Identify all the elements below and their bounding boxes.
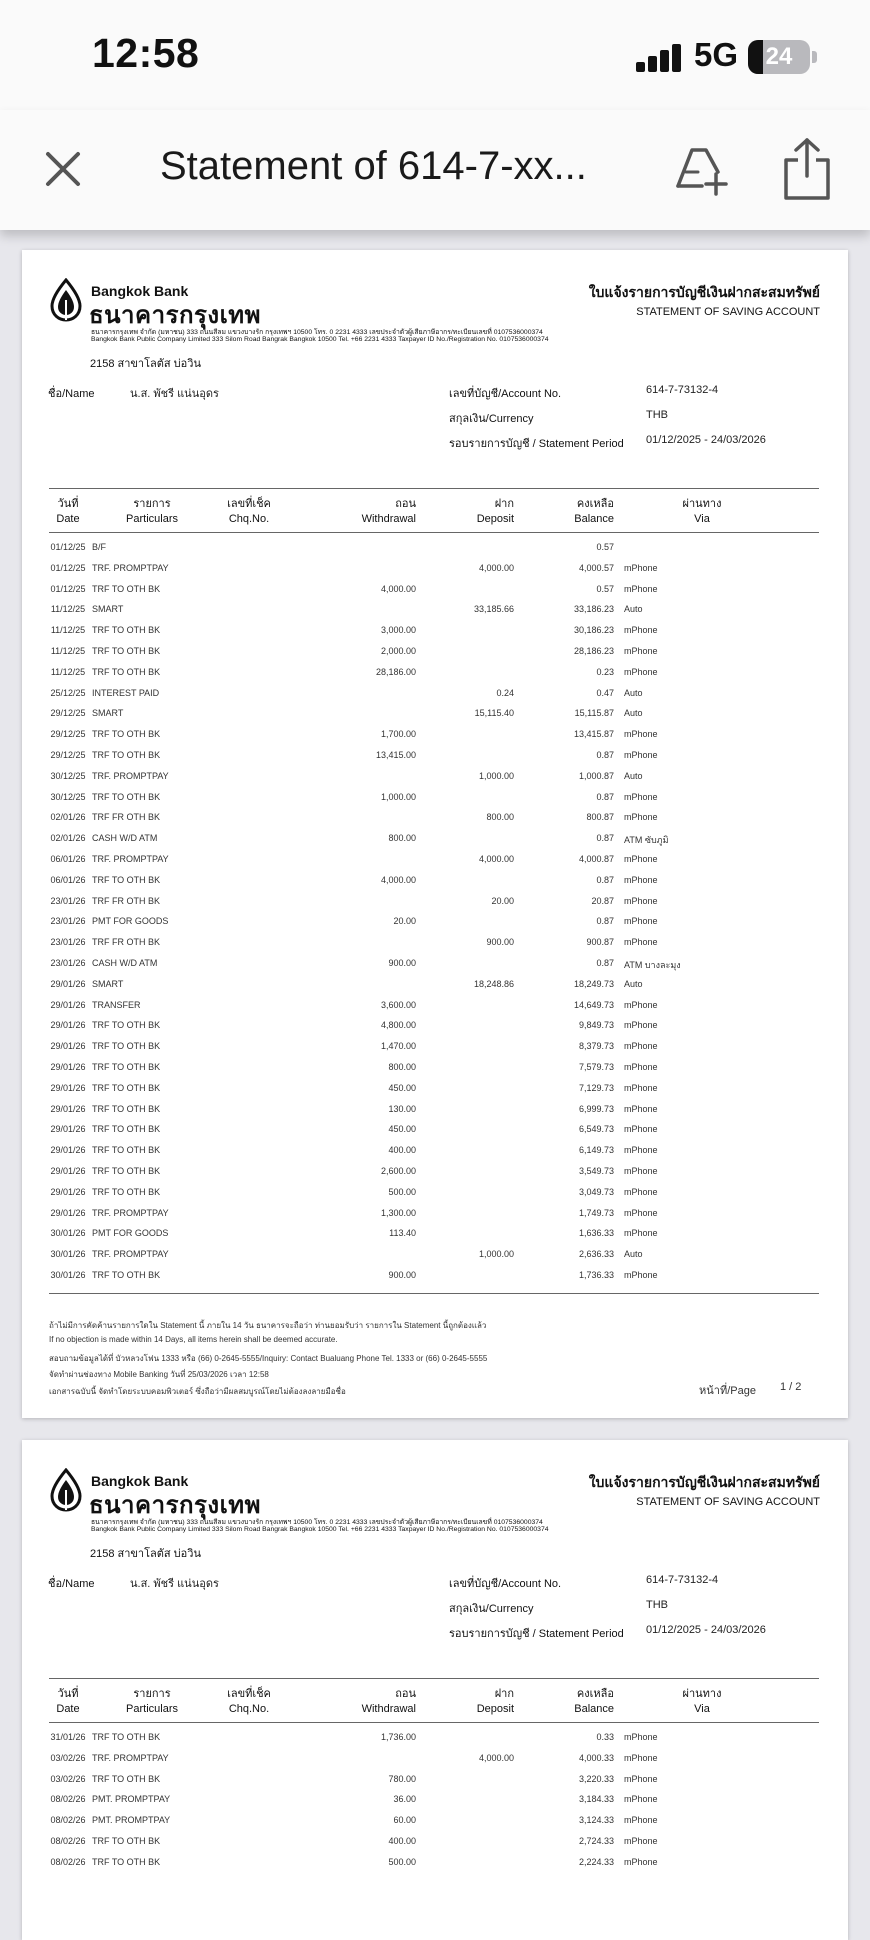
status-bar bbox=[0, 0, 870, 110]
row-date: 29/12/25 bbox=[50, 750, 86, 760]
row-via: mPhone bbox=[624, 729, 658, 740]
row-balance: 3,549.73 bbox=[578, 1166, 614, 1176]
battery-icon bbox=[748, 40, 810, 74]
row-deposit: 900.00 bbox=[486, 937, 514, 948]
name-label: ชื่อ/Name bbox=[48, 1578, 95, 1590]
row-via: mPhone bbox=[624, 646, 658, 656]
row-via: Auto bbox=[624, 708, 643, 719]
row-balance: 0.57 bbox=[596, 583, 614, 594]
column-header-en: Date bbox=[56, 1703, 80, 1715]
row-deposit: 4,000.00 bbox=[478, 1752, 514, 1763]
column-header-en: Date bbox=[56, 513, 80, 525]
table-header-rule bbox=[49, 1722, 819, 1723]
row-particulars: SMART bbox=[92, 604, 124, 615]
row-particulars: TRF FR OTH BK bbox=[92, 937, 160, 948]
row-date: 23/01/26 bbox=[50, 895, 86, 906]
row-via: ATM บางละมุง bbox=[624, 960, 681, 970]
row-withdrawal: 1,736.00 bbox=[380, 1732, 416, 1742]
row-deposit: 15,115.40 bbox=[474, 708, 514, 719]
row-balance: 3,124.33 bbox=[578, 1815, 614, 1826]
row-via: mPhone bbox=[624, 1856, 658, 1867]
row-date: 02/01/26 bbox=[50, 833, 86, 844]
row-date: 29/01/26 bbox=[50, 1082, 86, 1093]
row-withdrawal: 900.00 bbox=[388, 1270, 416, 1280]
footer-note: สอบถามข้อมูลได้ที่ บัวหลวงโฟน 1333 หรือ (66) 0-2645-5555/Inquiry: Contact Bualuang Phone Tel. 1333 or (66) 0-2645-5555 bbox=[49, 1353, 488, 1363]
statement-period: 01/12/2025 - 24/03/2026 bbox=[646, 1624, 766, 1636]
page-number-label: หน้าที่/Page bbox=[699, 1384, 756, 1397]
row-date: 11/12/25 bbox=[50, 646, 86, 656]
row-particulars: PMT FOR GOODS bbox=[92, 916, 169, 927]
row-particulars: TRF TO OTH BK bbox=[92, 1103, 161, 1114]
account-number-label: เลขที่บัญชี/Account No. bbox=[449, 388, 562, 400]
row-particulars: TRF FR OTH BK bbox=[92, 812, 160, 823]
column-header-en: Balance bbox=[574, 513, 614, 525]
footer-note: ถ้าไม่มีการคัดค้านรายการใดใน Statement นี้ ภายใน 14 วัน ธนาคารจะถือว่า ท่านยอมรับว่า รายการใน Statement นี้ถูกต้องแล้ว bbox=[49, 1320, 487, 1330]
row-balance: 3,220.33 bbox=[578, 1773, 614, 1784]
statement-title-en: STATEMENT OF SAVING ACCOUNT bbox=[636, 306, 820, 318]
row-balance: 800.87 bbox=[586, 812, 614, 823]
row-balance: 8,379.73 bbox=[578, 1041, 614, 1052]
row-balance: 20.87 bbox=[591, 895, 614, 906]
viewer-toolbar bbox=[0, 110, 870, 230]
row-deposit: 1,000.00 bbox=[478, 770, 514, 781]
footer-note: จัดทำผ่านช่องทาง Mobile Banking วันที่ 25/03/2026 เวลา 12:58 bbox=[49, 1370, 269, 1380]
row-deposit: 1,000.00 bbox=[478, 1249, 514, 1260]
column-header-en: Chq.No. bbox=[228, 1703, 270, 1715]
page-number: 1 / 2 bbox=[780, 1380, 802, 1393]
row-date: 30/01/26 bbox=[50, 1270, 86, 1280]
column-header-en: Via bbox=[694, 1703, 710, 1715]
row-particulars: PMT. PROMPTPAY bbox=[92, 1794, 171, 1805]
bangkok-bank-logo-icon bbox=[48, 1468, 84, 1512]
row-withdrawal: 1,470.00 bbox=[380, 1041, 416, 1052]
row-withdrawal: 400.00 bbox=[388, 1145, 416, 1156]
row-particulars: INTEREST PAID bbox=[92, 687, 160, 698]
column-header-th: วันที่ bbox=[57, 498, 79, 510]
name-label: ชื่อ/Name bbox=[48, 388, 95, 400]
row-via: mPhone bbox=[624, 1270, 658, 1280]
account-holder-name: น.ส. พัชรี แน่นอุดร bbox=[130, 388, 219, 400]
row-balance: 30,186.23 bbox=[573, 625, 614, 636]
row-date: 11/12/25 bbox=[50, 604, 86, 615]
row-withdrawal: 900.00 bbox=[388, 958, 416, 968]
column-header-en: Withdrawal bbox=[361, 1703, 416, 1715]
row-particulars: TRF TO OTH BK bbox=[92, 1856, 161, 1867]
account-number: 614-7-73132-4 bbox=[646, 384, 719, 396]
row-particulars: TRF TO OTH BK bbox=[92, 1062, 161, 1072]
row-date: 29/01/26 bbox=[50, 978, 86, 989]
row-withdrawal: 60.00 bbox=[393, 1815, 416, 1826]
row-balance: 0.87 bbox=[596, 958, 614, 968]
row-particulars: TRF TO OTH BK bbox=[92, 750, 161, 760]
battery-tip bbox=[812, 51, 817, 63]
row-particulars: TRF TO OTH BK bbox=[92, 646, 161, 656]
row-date: 29/01/26 bbox=[50, 1145, 86, 1156]
row-via: mPhone bbox=[624, 1103, 658, 1114]
column-header-en: Via bbox=[694, 513, 710, 525]
row-withdrawal: 450.00 bbox=[388, 1124, 416, 1135]
row-date: 08/02/26 bbox=[50, 1815, 86, 1826]
bank-address-en: Bangkok Bank Public Company Limited 333 Silom Road Bangrak Bangkok 10500 Tel. +66 2231 4333 Taxpayer ID No./Registration No. 0107536000374 bbox=[91, 1526, 549, 1533]
row-balance: 1,000.87 bbox=[578, 770, 614, 781]
signal-strength-icon bbox=[636, 44, 682, 72]
row-balance: 1,749.73 bbox=[578, 1207, 614, 1218]
row-via: Auto bbox=[624, 604, 643, 615]
row-via: mPhone bbox=[624, 1041, 658, 1052]
row-withdrawal: 500.00 bbox=[388, 1856, 416, 1867]
row-particulars: PMT. PROMPTPAY bbox=[92, 1815, 171, 1826]
column-header-en: Withdrawal bbox=[361, 513, 416, 525]
row-date: 30/12/25 bbox=[50, 791, 86, 802]
row-balance: 2,224.33 bbox=[578, 1856, 614, 1867]
row-balance: 3,049.73 bbox=[578, 1186, 614, 1197]
row-via: mPhone bbox=[624, 1207, 658, 1218]
row-withdrawal: 2,600.00 bbox=[380, 1166, 416, 1176]
row-via: mPhone bbox=[624, 1228, 658, 1239]
row-date: 06/01/26 bbox=[50, 854, 86, 864]
account-number: 614-7-73132-4 bbox=[646, 1574, 719, 1586]
currency-label: สกุลเงิน/Currency bbox=[449, 413, 534, 425]
column-header-th: ผ่านทาง bbox=[682, 1688, 722, 1700]
row-date: 29/01/26 bbox=[50, 1124, 86, 1135]
statement-title-th: ใบแจ้งรายการบัญชีเงินฝากสะสมทรัพย์ bbox=[588, 284, 820, 300]
row-particulars: TRF. PROMPTPAY bbox=[92, 1207, 169, 1218]
close-icon[interactable] bbox=[40, 146, 86, 192]
row-balance: 4,000.57 bbox=[578, 562, 614, 573]
row-withdrawal: 3,000.00 bbox=[380, 625, 416, 636]
column-header-th: ฝาก bbox=[494, 1688, 514, 1700]
row-date: 03/02/26 bbox=[50, 1773, 86, 1784]
currency-label: สกุลเงิน/Currency bbox=[449, 1603, 534, 1615]
row-balance: 0.23 bbox=[596, 666, 614, 677]
row-balance: 4,000.33 bbox=[578, 1752, 614, 1763]
row-deposit: 0.24 bbox=[496, 687, 514, 698]
network-type: 5G bbox=[694, 36, 739, 73]
row-balance: 900.87 bbox=[586, 937, 614, 948]
row-via: mPhone bbox=[624, 562, 658, 573]
row-particulars: TRF. PROMPTPAY bbox=[92, 1752, 169, 1763]
row-particulars: TRF TO OTH BK bbox=[92, 874, 161, 885]
row-particulars: TRF TO OTH BK bbox=[92, 729, 161, 740]
row-particulars: TRF TO OTH BK bbox=[92, 1124, 161, 1135]
share-icon[interactable] bbox=[780, 136, 834, 202]
row-date: 08/02/26 bbox=[50, 1836, 86, 1846]
row-balance: 4,000.87 bbox=[578, 854, 614, 864]
column-header-th: วันที่ bbox=[57, 1688, 79, 1700]
row-particulars: TRF TO OTH BK bbox=[92, 1041, 161, 1052]
row-particulars: TRF TO OTH BK bbox=[92, 1186, 161, 1197]
row-date: 29/01/26 bbox=[50, 1103, 86, 1114]
row-via: Auto bbox=[624, 770, 643, 781]
column-header-th: ถอน bbox=[395, 498, 416, 510]
statement-period-label: รอบรายการบัญชี / Statement Period bbox=[449, 438, 624, 450]
branch-name: 2158 สาขาโลตัส บ่อวิน bbox=[90, 358, 201, 370]
bank-name-th: ธนาคารกรุงเทพ bbox=[89, 302, 261, 329]
row-balance: 2,724.33 bbox=[578, 1836, 614, 1846]
row-via: Auto bbox=[624, 978, 643, 989]
row-via: mPhone bbox=[624, 1062, 658, 1072]
row-particulars: PMT FOR GOODS bbox=[92, 1228, 169, 1239]
row-balance: 0.87 bbox=[596, 791, 614, 802]
row-withdrawal: 130.00 bbox=[388, 1103, 416, 1114]
row-balance: 7,129.73 bbox=[578, 1082, 614, 1093]
row-via: mPhone bbox=[624, 999, 658, 1010]
row-date: 29/12/25 bbox=[50, 708, 86, 719]
document-title: Statement of 614-7-xx... bbox=[160, 144, 587, 188]
row-particulars: TRF TO OTH BK bbox=[92, 1020, 161, 1031]
row-via: mPhone bbox=[624, 1166, 658, 1176]
row-via: mPhone bbox=[624, 666, 658, 677]
row-balance: 33,186.23 bbox=[573, 604, 614, 615]
row-via: mPhone bbox=[624, 1020, 658, 1031]
row-date: 23/01/26 bbox=[50, 937, 86, 948]
bank-address-en: Bangkok Bank Public Company Limited 333 Silom Road Bangrak Bangkok 10500 Tel. +66 2231 4333 Taxpayer ID No./Registration No. 0107536000374 bbox=[91, 336, 549, 343]
branch-name: 2158 สาขาโลตัส บ่อวิน bbox=[90, 1548, 201, 1560]
row-balance: 0.47 bbox=[596, 687, 614, 698]
column-header-th: รายการ bbox=[133, 1688, 171, 1700]
row-balance: 6,549.73 bbox=[578, 1124, 614, 1135]
statement-period-label: รอบรายการบัญชี / Statement Period bbox=[449, 1628, 624, 1640]
row-withdrawal: 500.00 bbox=[388, 1186, 416, 1197]
table-top-rule bbox=[49, 1678, 819, 1679]
row-particulars: TRANSFER bbox=[92, 999, 141, 1010]
row-date: 02/01/26 bbox=[50, 812, 86, 823]
row-via: mPhone bbox=[624, 1732, 658, 1742]
row-via: mPhone bbox=[624, 791, 658, 802]
column-header-en: Balance bbox=[574, 1703, 614, 1715]
bank-name-en: Bangkok Bank bbox=[91, 1473, 189, 1489]
row-via: mPhone bbox=[624, 583, 658, 594]
row-balance: 18,249.73 bbox=[573, 978, 614, 989]
column-header-th: เลขที่เช็ค bbox=[227, 498, 271, 510]
row-balance: 9,849.73 bbox=[578, 1020, 614, 1031]
row-balance: 28,186.23 bbox=[573, 646, 614, 656]
row-via: mPhone bbox=[624, 937, 658, 948]
row-withdrawal: 113.40 bbox=[389, 1228, 416, 1239]
footer-note: เอกสารฉบับนี้ จัดทำโดยระบบคอมพิวเตอร์ ซึ่งถือว่ามีผลสมบูรณ์โดยไม่ต้องลงลายมือชื่อ bbox=[49, 1386, 346, 1396]
row-particulars: TRF TO OTH BK bbox=[92, 791, 161, 802]
row-via: mPhone bbox=[624, 1124, 658, 1135]
currency-value: THB bbox=[646, 1599, 668, 1611]
row-date: 01/12/25 bbox=[50, 542, 86, 552]
row-particulars: TRF. PROMPTPAY bbox=[92, 770, 169, 781]
row-balance: 0.33 bbox=[596, 1732, 614, 1742]
column-header-en: Deposit bbox=[476, 1703, 514, 1715]
row-via: mPhone bbox=[624, 895, 658, 906]
row-balance: 2,636.33 bbox=[578, 1249, 614, 1260]
row-deposit: 4,000.00 bbox=[478, 854, 514, 864]
row-balance: 6,149.73 bbox=[578, 1145, 614, 1156]
row-balance: 0.57 bbox=[596, 542, 614, 552]
statement-title-en: STATEMENT OF SAVING ACCOUNT bbox=[636, 1496, 820, 1508]
row-balance: 14,649.73 bbox=[573, 999, 614, 1010]
row-via: Auto bbox=[624, 687, 643, 698]
statement-page-2 bbox=[22, 1440, 848, 1940]
row-withdrawal: 2,000.00 bbox=[380, 646, 416, 656]
statement-title-th: ใบแจ้งรายการบัญชีเงินฝากสะสมทรัพย์ bbox=[588, 1474, 820, 1490]
row-date: 29/01/26 bbox=[50, 1186, 86, 1197]
row-deposit: 18,248.86 bbox=[473, 978, 514, 989]
row-withdrawal: 4,000.00 bbox=[380, 874, 416, 885]
row-withdrawal: 800.00 bbox=[388, 833, 416, 844]
row-via: mPhone bbox=[624, 1752, 658, 1763]
statement-page-1 bbox=[22, 250, 848, 1418]
battery-level: 24 bbox=[765, 43, 793, 70]
row-particulars: TRF. PROMPTPAY bbox=[92, 1249, 169, 1260]
row-withdrawal: 13,415.00 bbox=[375, 750, 416, 760]
table-top-rule bbox=[49, 488, 819, 489]
column-header-en: Deposit bbox=[476, 513, 514, 525]
column-header-th: ถอน bbox=[395, 1688, 416, 1700]
row-deposit: 33,185.66 bbox=[473, 604, 514, 615]
row-date: 30/01/26 bbox=[50, 1228, 86, 1239]
row-withdrawal: 450.00 bbox=[388, 1082, 416, 1093]
row-date: 29/01/26 bbox=[50, 1020, 86, 1031]
row-particulars: TRF. PROMPTPAY bbox=[92, 854, 169, 864]
statement-period: 01/12/2025 - 24/03/2026 bbox=[646, 434, 766, 446]
row-particulars: TRF TO OTH BK bbox=[92, 583, 161, 594]
row-particulars: TRF TO OTH BK bbox=[92, 1270, 161, 1280]
row-date: 30/01/26 bbox=[50, 1249, 86, 1260]
row-balance: 1,636.33 bbox=[578, 1228, 614, 1239]
row-via: mPhone bbox=[624, 1145, 658, 1156]
row-particulars: TRF TO OTH BK bbox=[92, 1773, 161, 1784]
column-header-th: รายการ bbox=[133, 498, 171, 510]
markup-icon[interactable] bbox=[672, 142, 730, 196]
row-date: 29/01/26 bbox=[50, 1166, 86, 1176]
row-date: 30/12/25 bbox=[50, 770, 86, 781]
row-date: 11/12/25 bbox=[50, 666, 86, 677]
row-balance: 1,736.33 bbox=[578, 1270, 614, 1280]
row-particulars: TRF FR OTH BK bbox=[92, 895, 160, 906]
bank-name-en: Bangkok Bank bbox=[91, 283, 189, 299]
status-time: 12:58 bbox=[92, 30, 200, 76]
row-withdrawal: 4,000.00 bbox=[380, 583, 416, 594]
row-balance: 15,115.87 bbox=[574, 708, 614, 719]
row-withdrawal: 800.00 bbox=[388, 1062, 416, 1072]
bank-address-th: ธนาคารกรุงเทพ จำกัด (มหาชน) 333 ถนนสีลม แขวงบางรัก กรุงเทพฯ 10500 โทร. 0 2231 4333 เลขประจำตัวผู้เสียภาษีอากร/ทะเบียนเลขที่ 0107536000374 bbox=[91, 1519, 543, 1526]
account-number-label: เลขที่บัญชี/Account No. bbox=[449, 1578, 562, 1590]
row-particulars: TRF TO OTH BK bbox=[92, 1082, 161, 1093]
row-particulars: TRF TO OTH BK bbox=[92, 1166, 161, 1176]
row-via: mPhone bbox=[624, 1794, 658, 1805]
row-deposit: 20.00 bbox=[491, 895, 514, 906]
row-withdrawal: 4,800.00 bbox=[380, 1020, 416, 1031]
row-date: 03/02/26 bbox=[50, 1752, 86, 1763]
row-withdrawal: 780.00 bbox=[388, 1773, 416, 1784]
row-via: ATM ซับภูมิ bbox=[624, 835, 669, 846]
row-date: 08/02/26 bbox=[50, 1794, 86, 1805]
table-bottom-rule bbox=[49, 1293, 819, 1294]
column-header-th: คงเหลือ bbox=[576, 498, 614, 510]
account-holder-name: น.ส. พัชรี แน่นอุดร bbox=[130, 1578, 219, 1590]
row-via: mPhone bbox=[624, 916, 658, 927]
row-via: mPhone bbox=[624, 1815, 658, 1826]
row-withdrawal: 400.00 bbox=[388, 1836, 416, 1846]
column-header-en: Particulars bbox=[126, 513, 178, 525]
row-date: 25/12/25 bbox=[50, 687, 86, 698]
row-date: 08/02/26 bbox=[50, 1856, 86, 1867]
row-via: Auto bbox=[624, 1249, 643, 1260]
row-date: 01/12/25 bbox=[50, 562, 86, 573]
row-date: 01/12/25 bbox=[50, 583, 86, 594]
row-date: 29/01/26 bbox=[50, 1041, 86, 1052]
row-particulars: TRF TO OTH BK bbox=[92, 1836, 161, 1846]
bank-address-th: ธนาคารกรุงเทพ จำกัด (มหาชน) 333 ถนนสีลม แขวงบางรัก กรุงเทพฯ 10500 โทร. 0 2231 4333 เลขประจำตัวผู้เสียภาษีอากร/ทะเบียนเลขที่ 0107536000374 bbox=[91, 329, 543, 336]
row-via: mPhone bbox=[624, 1082, 658, 1093]
row-withdrawal: 20.00 bbox=[393, 916, 416, 927]
row-particulars: SMART bbox=[92, 978, 124, 989]
column-header-en: Chq.No. bbox=[228, 513, 270, 525]
row-via: mPhone bbox=[624, 812, 658, 823]
row-balance: 0.87 bbox=[596, 874, 614, 885]
row-date: 23/01/26 bbox=[50, 958, 86, 968]
row-deposit: 800.00 bbox=[486, 812, 514, 823]
row-particulars: CASH W/D ATM bbox=[92, 833, 158, 844]
row-date: 31/01/26 bbox=[50, 1732, 86, 1742]
row-via: mPhone bbox=[624, 625, 658, 636]
row-particulars: TRF TO OTH BK bbox=[92, 1732, 161, 1742]
row-balance: 13,415.87 bbox=[573, 729, 614, 740]
row-deposit: 4,000.00 bbox=[478, 562, 514, 573]
column-header-th: คงเหลือ bbox=[576, 1688, 614, 1700]
row-via: mPhone bbox=[624, 1836, 658, 1846]
column-header-en: Particulars bbox=[126, 1703, 178, 1715]
row-via: mPhone bbox=[624, 854, 658, 864]
row-balance: 0.87 bbox=[596, 916, 614, 927]
row-date: 29/01/26 bbox=[50, 999, 86, 1010]
row-via: mPhone bbox=[624, 750, 658, 760]
column-header-th: เลขที่เช็ค bbox=[227, 1688, 271, 1700]
row-particulars: TRF TO OTH BK bbox=[92, 666, 161, 677]
row-balance: 3,184.33 bbox=[578, 1794, 614, 1805]
row-via: mPhone bbox=[624, 1773, 658, 1784]
row-withdrawal: 1,000.00 bbox=[380, 791, 416, 802]
table-header-rule bbox=[49, 532, 819, 533]
row-particulars: B/F bbox=[92, 542, 107, 552]
row-date: 29/12/25 bbox=[50, 729, 86, 740]
row-withdrawal: 3,600.00 bbox=[380, 999, 416, 1010]
row-via: mPhone bbox=[624, 1186, 658, 1197]
row-balance: 0.87 bbox=[596, 750, 614, 760]
row-withdrawal: 28,186.00 bbox=[375, 666, 416, 677]
row-withdrawal: 1,300.00 bbox=[380, 1207, 416, 1218]
row-date: 29/01/26 bbox=[50, 1207, 86, 1218]
currency-value: THB bbox=[646, 409, 668, 421]
row-withdrawal: 1,700.00 bbox=[380, 729, 416, 740]
row-date: 11/12/25 bbox=[50, 625, 86, 636]
row-balance: 0.87 bbox=[596, 833, 614, 844]
row-balance: 6,999.73 bbox=[578, 1103, 614, 1114]
row-date: 06/01/26 bbox=[50, 874, 86, 885]
row-withdrawal: 36.00 bbox=[393, 1794, 416, 1805]
row-particulars: TRF TO OTH BK bbox=[92, 1145, 161, 1156]
column-header-th: ฝาก bbox=[494, 498, 514, 510]
bank-name-th: ธนาคารกรุงเทพ bbox=[89, 1492, 261, 1519]
row-particulars: CASH W/D ATM bbox=[92, 958, 158, 968]
bangkok-bank-logo-icon bbox=[48, 278, 84, 322]
row-date: 29/01/26 bbox=[50, 1062, 86, 1072]
row-date: 23/01/26 bbox=[50, 916, 86, 927]
footer-note: If no objection is made within 14 Days, all items herein shall be deemed accurate. bbox=[49, 1335, 338, 1345]
row-particulars: SMART bbox=[92, 708, 124, 719]
row-particulars: TRF TO OTH BK bbox=[92, 625, 161, 636]
row-via: mPhone bbox=[624, 874, 658, 885]
row-balance: 7,579.73 bbox=[578, 1062, 614, 1072]
column-header-th: ผ่านทาง bbox=[682, 498, 722, 510]
row-particulars: TRF. PROMPTPAY bbox=[92, 562, 169, 573]
